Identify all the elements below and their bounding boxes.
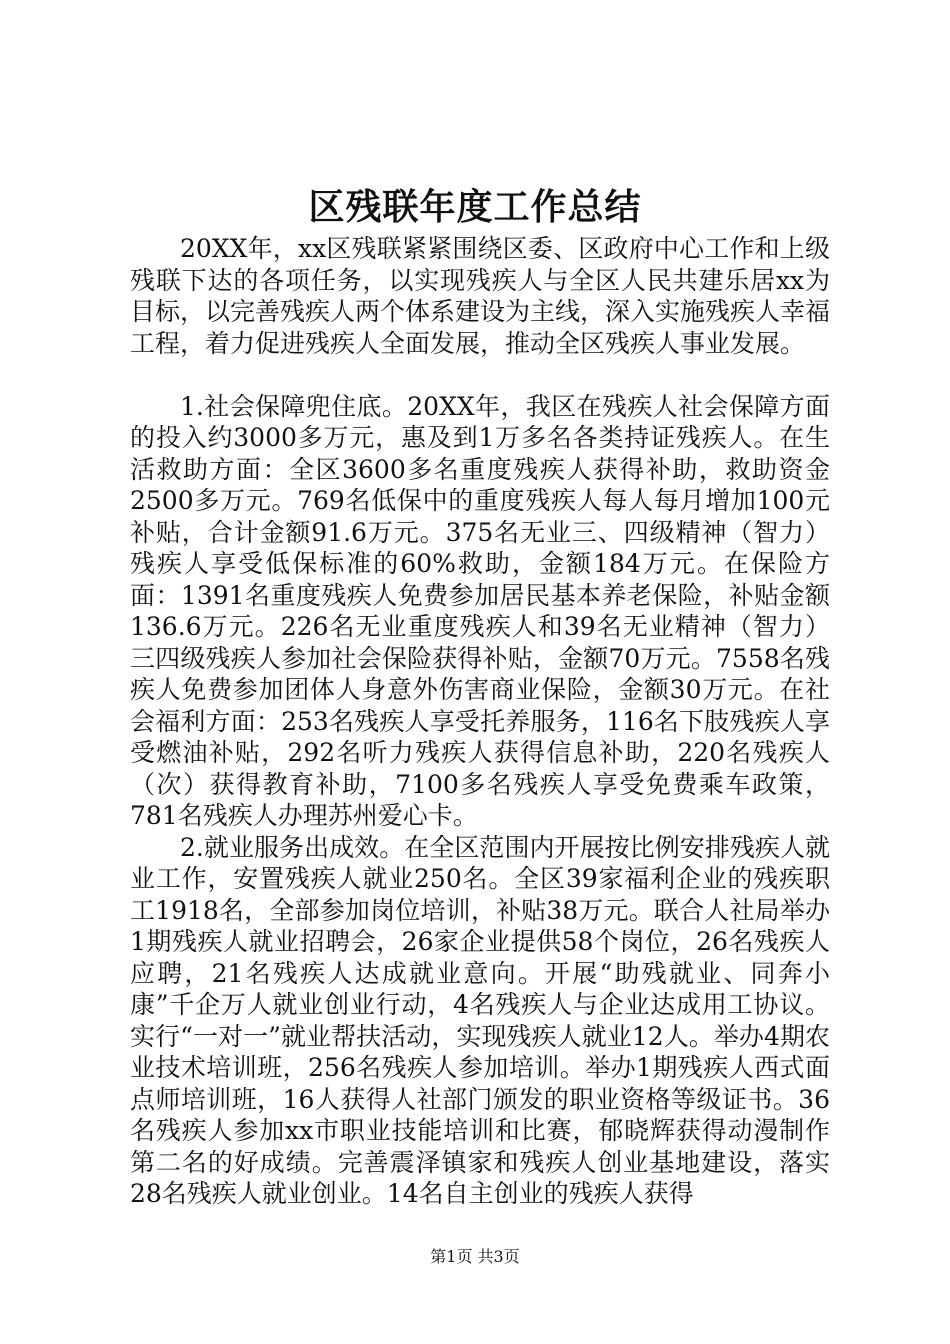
document-title: 区残联年度工作总结 — [308, 186, 642, 228]
page-number-footer: 第1页 共3页 — [430, 1247, 520, 1266]
intro-paragraph: 20XX年，xx区残联紧紧围绕区委、区政府中心工作和上级残联下达的各项任务，以实现残疾人与全区人民共建乐居xx为目标，以完善残疾人两个体系建设为主线，深入实施残疾人幸福工程，着力促进残疾人全面发展，推动全区残疾人事业发展。 — [130, 234, 831, 358]
employment-paragraph: 2.就业服务出成效。在全区范围内开展按比例安排残疾人就业工作，安置残疾人就业250名。全区39家福利企业的残疾职工1918名，全部参加岗位培训，补贴38万元。联合人社局举办1期残疾人就业招聘会，26家企业提供58个岗位，26名残疾人应聘，21名残疾人达成就业意向。开展“助残就业、同奔小康”千企万人就业创业行动，4名残疾人与企业达成用工协议。实行“一对一”就业帮扶活动，实现残疾人就业12人。举办4期农业技术培训班，256名残疾人参加培训。举办1期残疾人西式面点师培训班，16人获得人社部门颁发的职业资格等级证书。36名残疾人参加xx市职业技能培训和比赛，郁晓辉获得动漫制作第二名的好成绩。完善震泽镇家和残疾人创业基地建设，落实28名残疾人就业创业。14名自主创业的残疾人获得 — [130, 832, 830, 1208]
document-body — [130, 233, 830, 1210]
social-security-paragraph: 1.社会保障兜住底。20XX年，我区在残疾人社会保障方面的投入约3000多万元，惠及到1万多名各类持证残疾人。在生活救助方面：全区3600多名重度残疾人获得补助，救助资金2500多万元。769名低保中的重度残疾人每人每月增加100元补贴，合计金额91.6万元。375名无业三、四级精神（智力）残疾人享受低保标准的60%救助，金额184万元。在保险方面：1391名重度残疾人免费参加居民基本养老保险，补贴金额136.6万元。226名无业重度残疾人和39名无业精神（智力）三四级残疾人参加社会保险获得补贴，金额70万元。7558名残疾人免费参加团体人身意外伤害商业保险，金额30万元。在社会福利方面：253名残疾人享受托养服务，116名下肢残疾人享受燃油补贴，292名听力残疾人获得信息补助，220名残疾人（次）获得教育补助，7100多名残疾人享受免费乘车政策，781名残疾人办理苏州爱心卡。 — [130, 391, 830, 830]
